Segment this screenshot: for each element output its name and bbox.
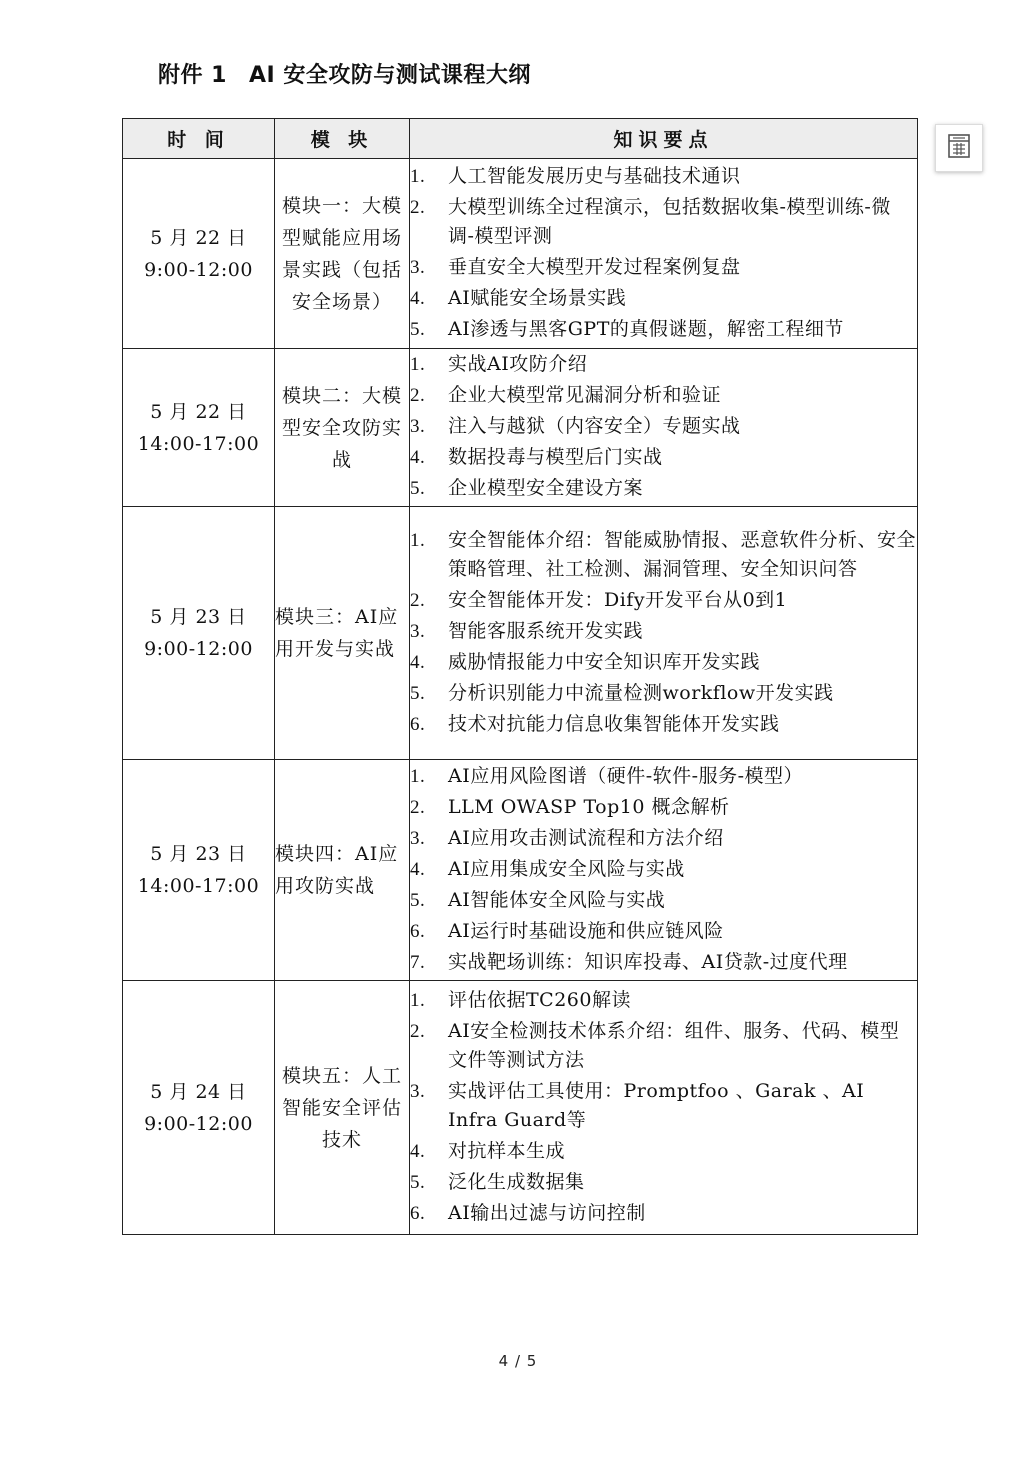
page-number: 4 / 5 — [498, 1352, 538, 1370]
item-number: 1. — [410, 165, 426, 187]
item-text: 分析识别能力中流量检测workflow开发实践 — [448, 681, 834, 704]
item-text: 评估依据TC260解读 — [448, 988, 631, 1011]
item-text: LLM OWASP Top10 概念解析 — [448, 795, 730, 818]
list-item — [410, 917, 917, 946]
item-number: 1. — [410, 354, 426, 375]
list-item — [410, 443, 917, 472]
list-item — [410, 1077, 917, 1135]
item-number: 3. — [410, 1080, 426, 1102]
course-outline-table — [122, 118, 918, 1235]
header-time: 时 间 — [123, 119, 275, 159]
item-number: 7. — [410, 951, 426, 973]
list-item — [410, 1017, 917, 1075]
points-list — [410, 162, 917, 344]
item-text: AI运行时基础设施和供应链风险 — [448, 919, 724, 942]
item-number: 4. — [410, 287, 426, 309]
list-item — [410, 617, 917, 646]
header-module: 模 块 — [275, 119, 410, 159]
list-item — [410, 824, 917, 853]
list-item — [410, 381, 917, 410]
date-text: 5 月 22 日 — [150, 226, 247, 249]
module-cell: 模块一：大模型赋能应用场景实践（包括安全场景） — [275, 159, 410, 349]
time-text: 9:00-12:00 — [144, 638, 253, 660]
points-cell — [410, 349, 918, 507]
time-cell — [123, 507, 275, 760]
list-item — [410, 162, 917, 191]
item-number: 6. — [410, 920, 426, 942]
item-number: 5. — [410, 682, 426, 704]
item-text: 安全智能体开发：Dify开发平台从0到1 — [448, 588, 788, 611]
item-text: AI安全检测技术体系介绍：组件、服务、代码、模型文件等测试方法 — [448, 1019, 900, 1071]
item-text: AI应用风险图谱（硬件-软件-服务-模型） — [448, 764, 803, 787]
title-text: AI 安全攻防与测试课程大纲 — [248, 63, 531, 88]
list-item — [410, 412, 917, 441]
points-cell — [410, 760, 918, 981]
item-text: 企业模型安全建设方案 — [448, 477, 644, 499]
module-cell: 模块五：人工智能安全评估技术 — [275, 981, 410, 1235]
list-item — [410, 762, 917, 791]
list-item — [410, 886, 917, 915]
item-text: 威胁情报能力中安全知识库开发实践 — [448, 650, 761, 673]
item-number: 3. — [410, 256, 426, 278]
item-number: 6. — [410, 1202, 426, 1224]
points-list — [410, 986, 917, 1228]
item-number: 1. — [410, 529, 426, 551]
table-header-row — [123, 119, 918, 159]
date-text: 5 月 23 日 — [150, 843, 247, 865]
item-text: AI应用攻击测试流程和方法介绍 — [448, 826, 724, 849]
time-cell — [123, 159, 275, 349]
table-row — [123, 981, 918, 1235]
header-points: 知识要点 — [410, 119, 918, 159]
item-number: 5. — [410, 478, 426, 499]
item-number: 2. — [410, 1020, 426, 1042]
item-text: AI智能体安全风险与实战 — [448, 888, 666, 911]
item-text: 对抗样本生成 — [448, 1139, 566, 1162]
item-number: 2. — [410, 196, 426, 218]
points-cell — [410, 159, 918, 349]
title-prefix: 附件 1 — [158, 63, 227, 88]
table-row — [123, 507, 918, 760]
item-text: 安全智能体介绍：智能威胁情报、恶意软件分析、安全策略管理、社工检测、漏洞管理、安全知识问答 — [448, 528, 917, 580]
item-number: 2. — [410, 589, 426, 611]
list-item — [410, 526, 917, 584]
item-number: 6. — [410, 713, 426, 735]
item-number: 4. — [410, 1140, 426, 1162]
item-text: 企业大模型常见漏洞分析和验证 — [448, 384, 722, 406]
list-item — [410, 1137, 917, 1166]
item-number: 5. — [410, 318, 426, 340]
list-item — [410, 253, 917, 282]
item-text: 实战靶场训练：知识库投毒、AI贷款-过度代理 — [448, 950, 848, 973]
item-number: 3. — [410, 620, 426, 642]
list-item — [410, 586, 917, 615]
list-item — [410, 474, 917, 503]
item-text: 垂直安全大模型开发过程案例复盘 — [448, 255, 741, 278]
time-text: 14:00-17:00 — [137, 432, 260, 455]
item-text: 大模型训练全过程演示，包括数据收集-模型训练-微调-模型评测 — [448, 195, 891, 247]
item-text: 泛化生成数据集 — [448, 1170, 585, 1193]
list-item — [410, 1168, 917, 1197]
list-item — [410, 648, 917, 677]
item-text: AI输出过滤与访问控制 — [448, 1201, 646, 1224]
item-text: 实战AI攻防介绍 — [448, 353, 588, 375]
item-text: 数据投毒与模型后门实战 — [448, 446, 663, 468]
list-item — [410, 1199, 917, 1228]
item-number: 1. — [410, 765, 426, 787]
list-item — [410, 350, 917, 379]
item-number: 5. — [410, 889, 426, 911]
calculator-tool-button[interactable] — [935, 124, 983, 172]
date-text: 5 月 22 日 — [150, 400, 247, 423]
module-cell: 模块三：AI应用开发与实战 — [275, 507, 410, 760]
list-item — [410, 855, 917, 884]
item-number: 3. — [410, 416, 426, 437]
item-text: AI渗透与黑客GPT的真假谜题，解密工程细节 — [448, 317, 844, 340]
module-cell: 模块四：AI应用攻防实战 — [275, 760, 410, 981]
table-row — [123, 349, 918, 507]
table-row — [123, 159, 918, 349]
time-cell — [123, 760, 275, 981]
item-text: 技术对抗能力信息收集智能体开发实践 — [448, 712, 780, 735]
calculator-icon — [946, 133, 972, 163]
item-number: 5. — [410, 1171, 426, 1193]
item-text: 智能客服系统开发实践 — [448, 619, 644, 642]
list-item — [410, 315, 917, 344]
date-text: 5 月 23 日 — [150, 606, 247, 628]
list-item — [410, 710, 917, 739]
points-cell — [410, 507, 918, 760]
time-cell — [123, 349, 275, 507]
points-list — [410, 526, 917, 739]
table-row — [123, 760, 918, 981]
time-text: 9:00-12:00 — [144, 1112, 253, 1135]
date-text: 5 月 24 日 — [150, 1080, 247, 1103]
item-text: 人工智能发展历史与基础技术通识 — [448, 164, 741, 187]
list-item — [410, 986, 917, 1015]
points-list — [410, 762, 917, 977]
item-number: 4. — [410, 447, 426, 468]
time-text: 9:00-12:00 — [144, 258, 253, 281]
list-item — [410, 793, 917, 822]
module-cell: 模块二：大模型安全攻防实战 — [275, 349, 410, 507]
item-number: 2. — [410, 796, 426, 818]
time-cell — [123, 981, 275, 1235]
item-number: 1. — [410, 989, 426, 1011]
page-title — [158, 58, 531, 89]
item-text: AI应用集成安全风险与实战 — [448, 857, 685, 880]
list-item — [410, 193, 917, 251]
item-number: 4. — [410, 651, 426, 673]
time-text: 14:00-17:00 — [137, 875, 260, 897]
list-item — [410, 679, 917, 708]
points-cell — [410, 981, 918, 1235]
item-number: 4. — [410, 858, 426, 880]
item-number: 2. — [410, 385, 426, 406]
points-list — [410, 350, 917, 503]
item-text: 注入与越狱（内容安全）专题实战 — [448, 415, 741, 437]
item-text: 实战评估工具使用：Promptfoo 、Garak 、AI Infra Guard等 — [448, 1079, 865, 1131]
list-item — [410, 948, 917, 977]
list-item — [410, 284, 917, 313]
item-text: AI赋能安全场景实践 — [448, 286, 627, 309]
item-number: 3. — [410, 827, 426, 849]
